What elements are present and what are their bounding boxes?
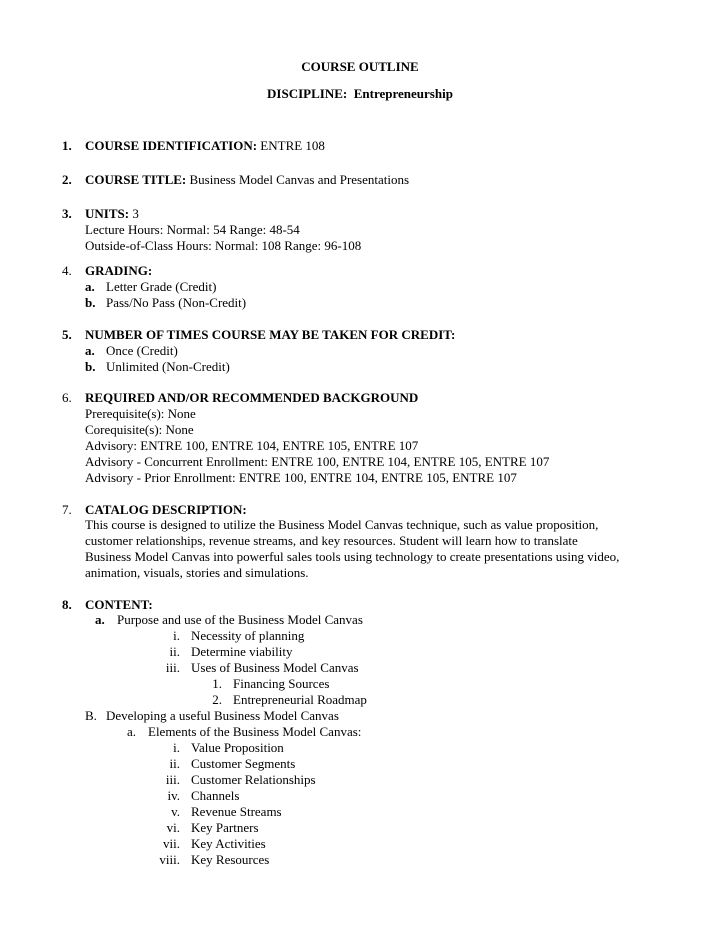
advisory-concurrent-line: Advisory - Concurrent Enrollment: ENTRE 100, ENTRE 104, ENTRE 105, ENTRE 107 — [85, 454, 550, 469]
element-iii-marker: iii. — [165, 772, 180, 787]
element-viii-text: Key Resources — [191, 852, 270, 867]
discipline-value: Entrepreneurship — [353, 86, 453, 101]
section-3-value: 3 — [132, 206, 139, 221]
lecture-hours-line: Lecture Hours: Normal: 54 Range: 48-54 — [85, 222, 300, 237]
section-1-number: 1. — [62, 138, 72, 153]
section-1 — [85, 138, 325, 154]
content-a-iii-1-text: Financing Sources — [233, 676, 330, 691]
corequisite-line: Corequisite(s): None — [85, 422, 194, 437]
element-iii-text: Customer Relationships — [191, 772, 316, 787]
advisory-line: Advisory: ENTRE 100, ENTRE 104, ENTRE 105, ENTRE 107 — [85, 438, 419, 453]
element-iv-text: Channels — [191, 788, 240, 803]
section-2-value: Business Model Canvas and Presentations — [189, 172, 410, 187]
times-b-marker: b. — [85, 359, 96, 374]
content-a-iii-marker: iii. — [165, 660, 180, 675]
element-vii-text: Key Activities — [191, 836, 266, 851]
content-a-iii-2-text: Entrepreneurial Roadmap — [233, 692, 367, 707]
page-title: COURSE OUTLINE — [301, 59, 419, 74]
element-v-text: Revenue Streams — [191, 804, 282, 819]
prerequisite-line: Prerequisite(s): None — [85, 406, 196, 421]
discipline-label: DISCIPLINE: — [267, 86, 348, 101]
element-vi-text: Key Partners — [191, 820, 259, 835]
outside-class-hours-line: Outside-of-Class Hours: Normal: 108 Range: 96-108 — [85, 238, 362, 253]
section-3-label: UNITS: — [85, 206, 130, 221]
content-a-ii-marker: ii. — [169, 644, 180, 659]
catalog-description-line-3: Business Model Canvas into powerful sales tools using technology to create presentations using video, — [85, 549, 620, 564]
content-a-iii-1-marker: 1. — [212, 676, 222, 691]
catalog-description-line-2: customer relationships, revenue streams, and key resources. Student will learn how to translate — [85, 533, 578, 548]
times-a-text: Once (Credit) — [106, 343, 178, 358]
content-B-a-text: Elements of the Business Model Canvas: — [148, 724, 362, 739]
element-vii-marker: vii. — [163, 836, 180, 851]
catalog-description-line-1: This course is designed to utilize the Business Model Canvas technique, such as value proposition, — [85, 517, 599, 532]
element-v-marker: v. — [171, 804, 180, 819]
grading-b-marker: b. — [85, 295, 96, 310]
section-1-label: COURSE IDENTIFICATION: — [85, 138, 258, 153]
catalog-description-line-4: animation, visuals, stories and simulations. — [85, 565, 309, 580]
section-3-number: 3. — [62, 206, 72, 221]
element-viii-marker: viii. — [159, 852, 180, 867]
section-7-label: CATALOG DESCRIPTION: — [85, 502, 247, 517]
element-ii-text: Customer Segments — [191, 756, 296, 771]
content-B-text: Developing a useful Business Model Canvas — [106, 708, 339, 723]
element-iv-marker: iv. — [167, 788, 180, 803]
section-1-value: ENTRE 108 — [260, 138, 325, 153]
content-a-ii-text: Determine viability — [191, 644, 293, 659]
element-i-text: Value Proposition — [191, 740, 284, 755]
grading-b-text: Pass/No Pass (Non-Credit) — [106, 295, 247, 310]
section-2 — [85, 172, 409, 188]
section-5-number: 5. — [62, 327, 72, 342]
section-4-label: GRADING: — [85, 263, 153, 278]
grading-a-marker: a. — [85, 279, 95, 294]
grading-a-text: Letter Grade (Credit) — [106, 279, 217, 294]
section-8-number: 8. — [62, 597, 72, 612]
element-ii-marker: ii. — [169, 756, 180, 771]
times-b-text: Unlimited (Non-Credit) — [106, 359, 230, 374]
times-a-marker: a. — [85, 343, 95, 358]
discipline-line — [0, 86, 720, 102]
element-vi-marker: vi. — [166, 820, 180, 835]
content-B-marker: B. — [85, 708, 97, 723]
section-6-label: REQUIRED AND/OR RECOMMENDED BACKGROUND — [85, 390, 419, 405]
content-B-a-marker: a. — [127, 724, 137, 739]
content-a-text: Purpose and use of the Business Model Canvas — [117, 612, 363, 627]
section-7-number: 7. — [62, 502, 72, 517]
section-3 — [85, 206, 139, 222]
section-2-number: 2. — [62, 172, 72, 187]
section-8-label: CONTENT: — [85, 597, 153, 612]
section-6-number: 6. — [62, 390, 72, 405]
content-a-marker: a. — [95, 612, 105, 627]
content-a-iii-2-marker: 2. — [212, 692, 222, 707]
section-5-label: NUMBER OF TIMES COURSE MAY BE TAKEN FOR CREDIT: — [85, 327, 456, 342]
section-4-number: 4. — [62, 263, 72, 278]
content-a-i-marker: i. — [173, 628, 180, 643]
content-a-iii-text: Uses of Business Model Canvas — [191, 660, 359, 675]
section-2-label: COURSE TITLE: — [85, 172, 187, 187]
element-i-marker: i. — [173, 740, 180, 755]
content-a-i-text: Necessity of planning — [191, 628, 305, 643]
advisory-prior-line: Advisory - Prior Enrollment: ENTRE 100, ENTRE 104, ENTRE 105, ENTRE 107 — [85, 470, 517, 485]
